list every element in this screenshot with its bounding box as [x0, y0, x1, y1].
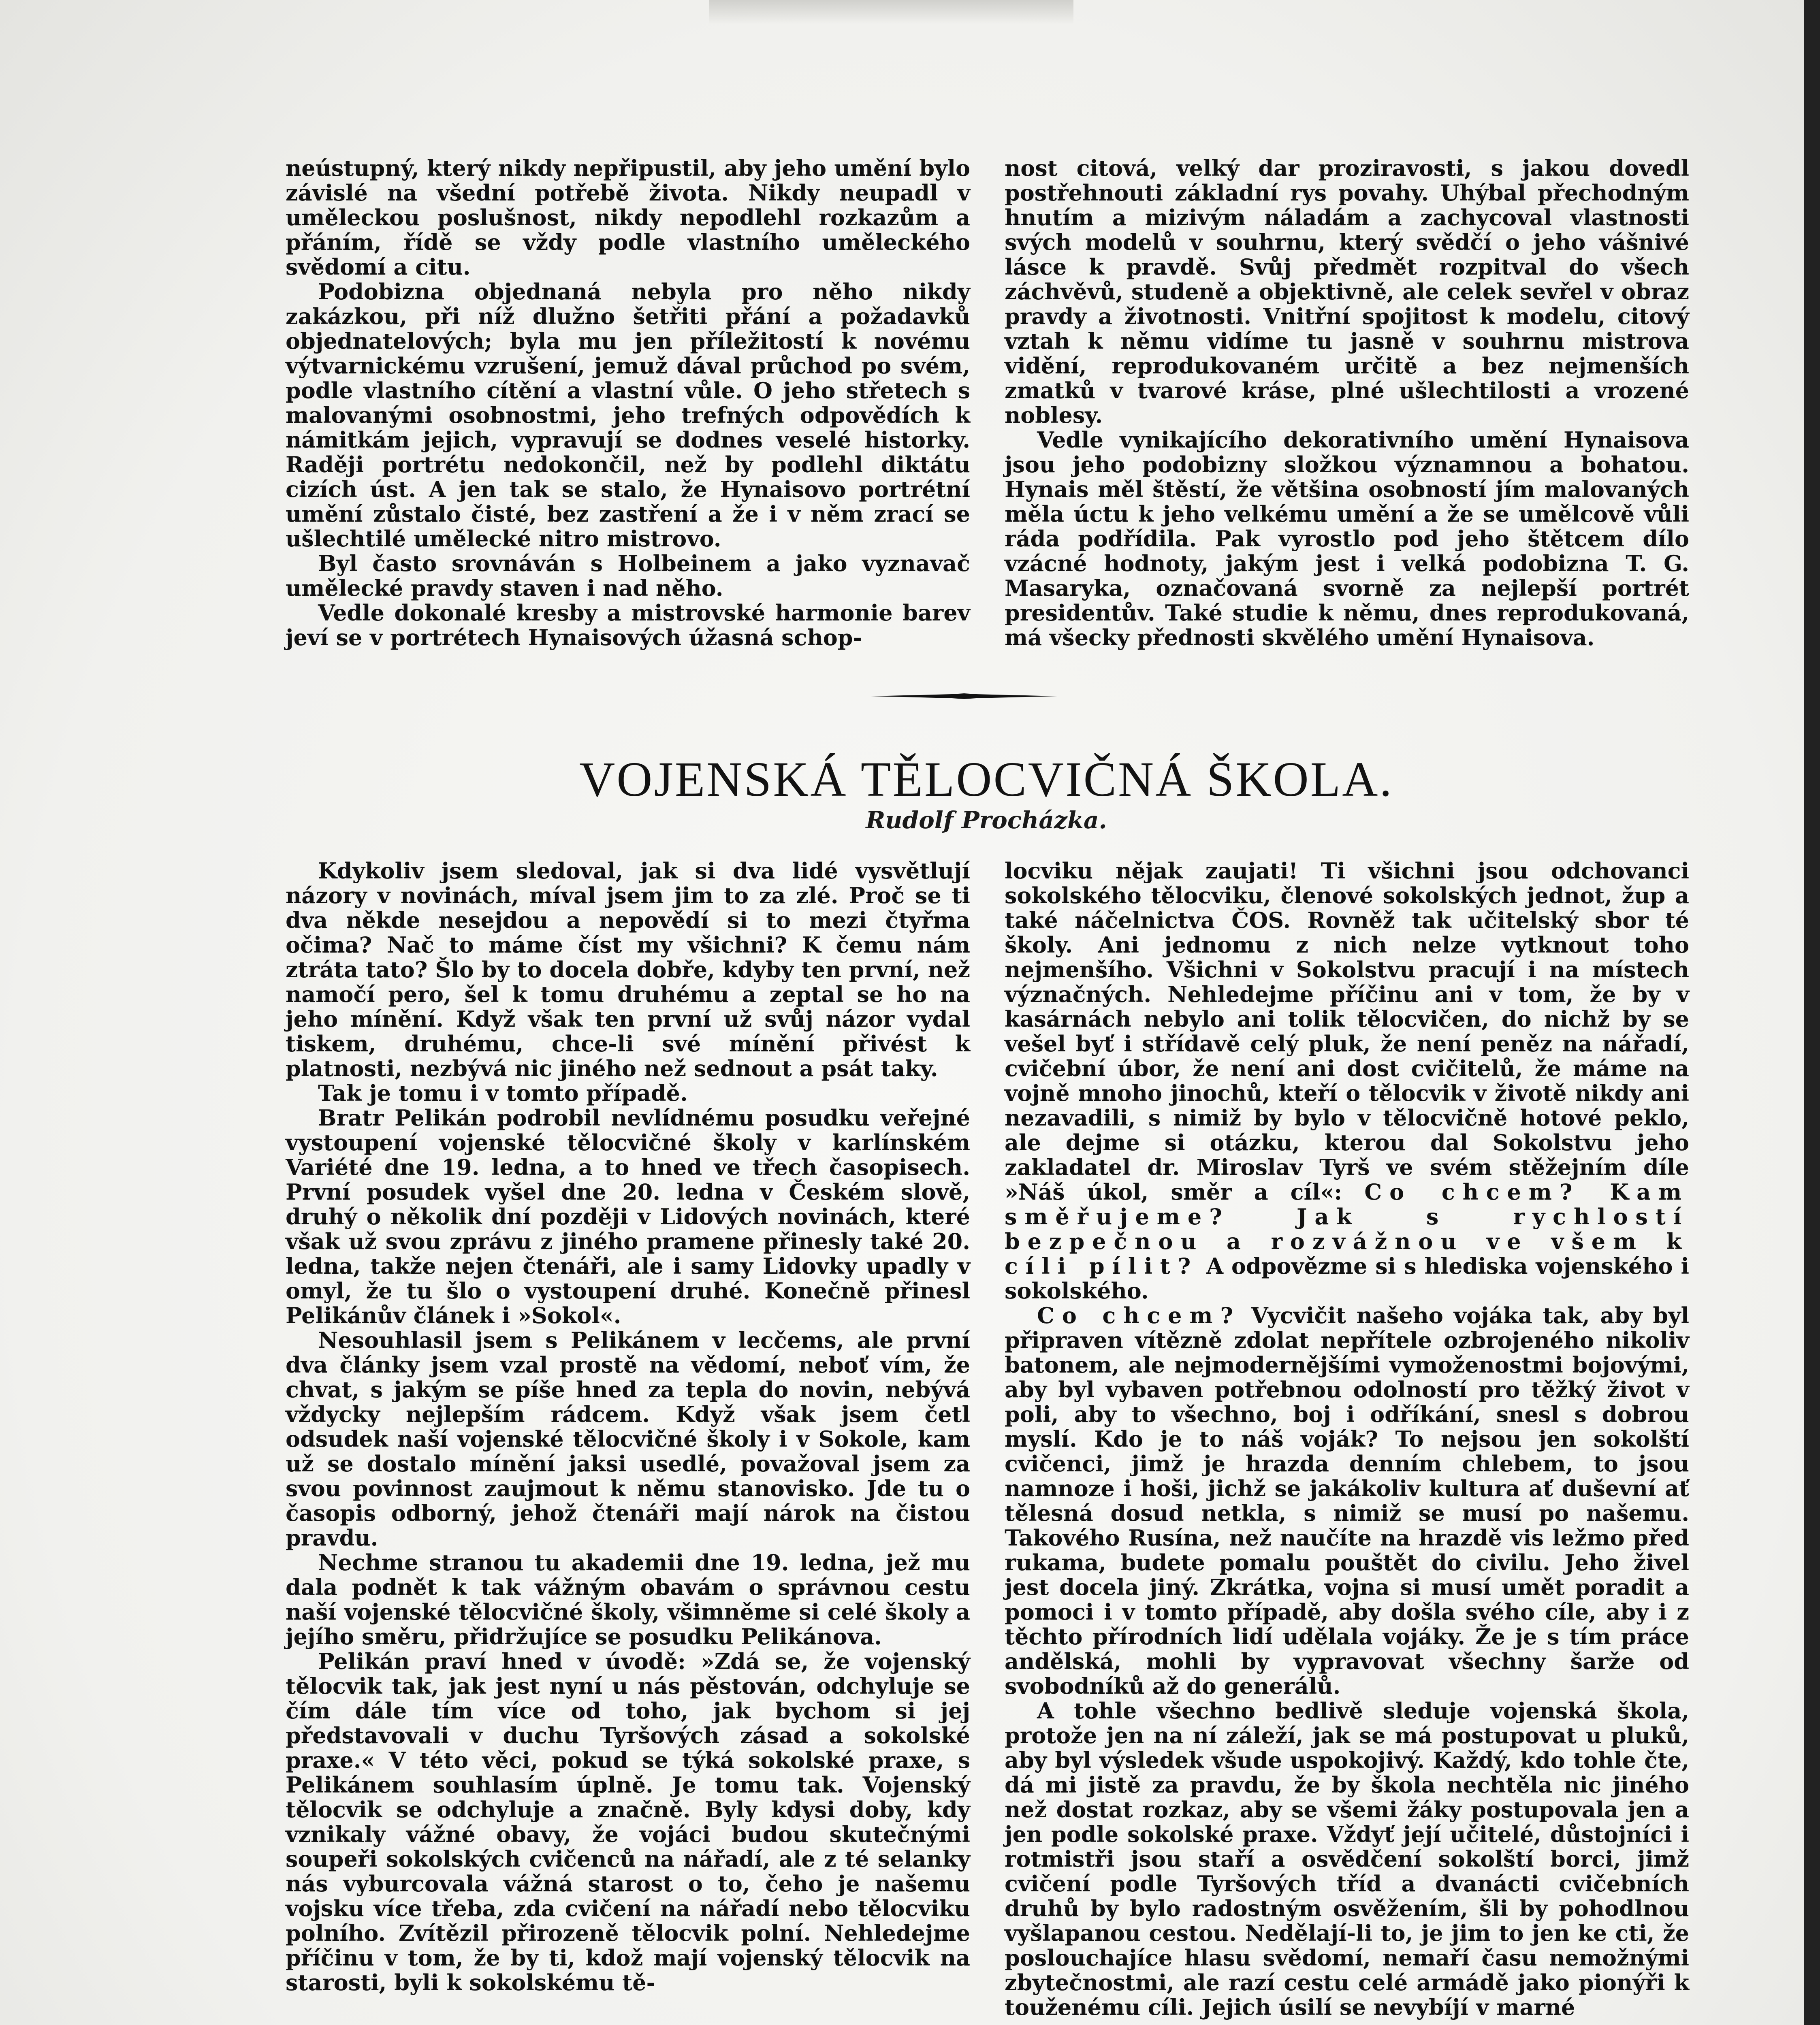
- paragraph-text: Vycvičit našeho vojáka tak, aby byl připraven vítězně zdolat nepřítele ozbrojeného nikoliv batonem, ale nejmodernějšími vymoženostmi bojovými, aby byl vybaven potřebnou odolností pro těžký život v poli, aby to všechno, boj i odříkání, snesl s dobrou myslí. Kdo je to náš voják? To nejsou jen sokolští cvičenci, jimž je hrazda denním chlebem, to jsou namnoze i hoši, jichž se jakákoliv kultura ať duševní ať tělesná dosud netkla, s nimiž se musí po našemu. Takového Rusína, než naučíte na hrazdě vis ležmo před rukama, budete pomalu pouštět do civilu. Jeho živel jest docela jiný. Zkrátka, vojna si musí umět poradit a pomoci i v tomto případě, aby došla svého cíle, aby i z těchto přírodních lidí udělala vojáky. Že je s tím práce andělská, mohli by vypravovat všechny šarže od svobodníků až do generálů.: [1005, 1302, 1689, 1699]
- top-left-column: [286, 156, 970, 650]
- paragraph: [1005, 859, 1689, 1303]
- paragraph: Vedle dokonalé kresby a mistrovské harmonie barev jeví se v portrétech Hynaisových úžasná schop-: [286, 600, 970, 650]
- co-chcem-heading: Co chcem?: [1037, 1302, 1241, 1328]
- page-edge-shadow: [1804, 0, 1820, 2025]
- paragraph: Vedle vynikajícího dekorativního umění Hynaisova jsou jeho podobizny složkou významnou a bohatou. Hynais měl štěstí, že většina osobností jím malovaných měla úctu k jeho velkému umění a že se umělcově vůli ráda podřídila. Pak vyrostlo pod jeho štětcem dílo vzácné hodnoty, jakým jest i velká podobizna T. G. Masaryka, označovaná svorně za nejlepší portrét presidentův. Také studie k němu, dnes reprodukovaná, má všecky přednosti skvělého umění Hynaisova.: [1005, 427, 1689, 650]
- article-left-column: [286, 859, 970, 1995]
- paragraph: Pelikán praví hned v úvodě: »Zdá se, že vojenský tělocvik tak, jak jest nyní u nás pěstován, odchyluje se čím dále tím více od toho, jak bychom si jej představovali v duchu Tyršových zásad a sokolské praxe.« V této věci, pokud se týká sokolské praxe, s Pelikánem souhlasím úplně. Je tomu tak. Vojenský tělocvik se odchyluje a značně. Byly kdysi doby, kdy vznikaly vážné obavy, že vojáci budou skutečnými soupeři sokolských cvičenců na nářadí, ale z té selanky nás vyburcovala vážná starost o to, čeho je našemu vojsku více třeba, zda cvičení na nářadí nebo tělocviku polního. Zvítězil přirozeně tělocvik polní. Nehledejme příčinu v tom, že by ti, kdož mají vojenský tělocvik na starosti, byli k sokolskému tě-: [286, 1648, 970, 1995]
- article-author: Rudolf Procházka.: [866, 806, 1107, 834]
- tyrs-quote: Co chcem? Kam směřujeme? Jak s rychlostí bezpečnou a rozvážnou ve všem k cíli pílit?: [1005, 1179, 1689, 1279]
- article-title: VOJENSKÁ TĚLOCVIČNÁ ŠKOLA.: [579, 752, 1393, 807]
- top-right-column: [1005, 156, 1689, 650]
- paragraph: neústupný, který nikdy nepřipustil, aby jeho umění bylo závislé na všední potřebě života. Nikdy neupadl v uměleckou poslušnost, nikdy nepodlehl rozkazům a přáním, řídě se vždy podle vlastního uměleckého svědomí a citu.: [286, 155, 970, 280]
- top-smudge: [709, 0, 1073, 24]
- paragraph: A tohle všechno bedlivě sleduje vojenská škola, protože jen na ní záleží, jak se má postupovat u pluků, aby byl výsledek všude uspokojivý. Každý, kdo tohle čte, dá mi jistě za pravdu, že by škola nechtěla nic jiného než dostat rozkaz, aby se všemi žáky postupovala jen a jen podle sokolské praxe. Vždyť její učitelé, důstojníci i rotmistři jsou staří a osvědčení sokolští borci, jimž cvičení podle Tyršových tříd a dvanácti cvičebních druhů by bylo radostným osvěžením, šli by pohodlnou vyšlapanou cestou. Nedělají-li to, je jim to jen ke cti, že poslouchajíce hlasu svědomí, nemaří času nemožnými zbytečnostmi, ale razí cestu celé armádě jako pionýři k touženému cíli. Jejich úsilí se nevybíjí v marné: [1005, 1698, 1689, 2020]
- section-divider: [871, 693, 1057, 700]
- paragraph: Nechme stranou tu akademii dne 19. ledna, jež mu dala podnět k tak vážným obavám o správnou cestu naší vojenské tělocvičné školy, všimněme si celé školy a jejího směru, přidržujíce se posudku Pelikánova.: [286, 1550, 970, 1650]
- paragraph: Podobizna objednaná nebyla pro něho nikdy zakázkou, při níž dlužno šetřiti přání a požadavků objednatelových; byla mu jen příležitostí k novému výtvarnickému vzrušení, jemuž dával průchod po svém, podle vlastního cítění a vlastní vůle. O jeho střetech s malovanými osobnostmi, jeho trefných odpovědích k námitkám jejich, vypravují se dodnes veselé historky. Raději portrétu nedokončil, než by podlehl diktátu cizích úst. A jen tak se stalo, že Hynaisovo portrétní umění zůstalo čisté, bez zastření a že i v něm zrací se ušlechtilé umělecké nitro mistrovo.: [286, 279, 970, 552]
- paragraph: Tak je tomu i v tomto případě.: [318, 1080, 688, 1106]
- paragraph: Nesouhlasil jsem s Pelikánem v lecčems, ale první dva články jsem vzal prostě na vědomí, neboť vím, že chvat, s jakým se píše hned za tepla do novin, nebývá vždycky nejlepším rádcem. Když však jsem četl odsudek naší vojenské tělocvičné školy i v Sokole, kam už se dostalo mínění jaksi usedlé, považoval jsem za svou povinnost zaujmout k němu stanovisko. Jde tu o časopis odborný, jehož čtenáři mají nárok na čistou pravdu.: [286, 1327, 970, 1551]
- article-right-column: [1005, 859, 1689, 2020]
- paragraph: Byl často srovnáván s Holbeinem a jako vyznavač umělecké pravdy staven i nad něho.: [286, 550, 970, 601]
- paragraph: Bratr Pelikán podrobil nevlídnému posudku veřejné vystoupení vojenské tělocvičné školy v karlínském Variété dne 19. ledna, a to hned ve třech časopisech. První posudek vyšel dne 20. ledna v Českém slově, druhý o několik dní později v Lidových novinách, které však už svou zprávu z jiného pramene přinesly také 20. ledna, takže nejen čtenáři, ale i samy Lidovky upadly v omyl, že tu šlo o vystoupení druhé. Konečně přinesl Pelikánův článek i »Sokol«.: [286, 1105, 970, 1328]
- paragraph: [1005, 1303, 1689, 1699]
- paragraph-text: locviku nějak zaujati! Ti všichni jsou odchovanci sokolského tělocviku, členové sokolských jednot, žup a také náčelnictva ČOS. Rovněž tak učitelský sbor té školy. Ani jednomu z nich nelze vytknout toho nejmenšího. Všichni v Sokolstvu pracují i na místech význačných. Nehledejme příčinu ani v tom, že by v kasárnách nebylo ani tolik tělocvičen, do nichž by se vešel byť i střídavě celý pluk, že není peněz na nářadí, cvičební úbor, že není ani dost cvičitelů, že máme na vojně mnoho jinochů, kteří o tělocvik v životě nikdy ani nezavadili, s nimiž by bylo v tělocvičně hotové peklo, ale dejme si otázku, kterou dal Sokolstvu jeho zakladatel dr. Miroslav Tyrš ve svém stěžejním díle »Náš úkol, směr a cíl«:: [1005, 858, 1689, 1205]
- paragraph: nost citová, velký dar proziravosti, s jakou dovedl postřehnouti základní rys povahy. Uhýbal přechodným hnutím a mizivým náladám a zachycoval vlastnosti svých modelů v souhrnu, který svědčí o jeho vášnivé lásce k pravdě. Svůj předmět rozpitval do všech záchvěvů, studeně a objektivně, ale celek sevřel v obraz pravdy a životnosti. Vnitřní spojitost k modelu, citový vztah k němu vidíme tu jasně v souhrnu mistrova vidění, reprodukovaném určitě a bez nejmenších zmatků v tvarové kráse, plné ušlechtilosti a vrozené noblesy.: [1005, 155, 1689, 428]
- paragraph-text: A odpovězme si s hlediska vojenského i sokolského.: [1005, 1253, 1689, 1304]
- paragraph: Kdykoliv jsem sledoval, jak si dva lidé vysvětlují názory v novinách, míval jsem jim to za zlé. Proč se ti dva někde nesejdou a nepovědí si to mezi čtyřma očima? Nač to máme číst my všichni? K čemu nám ztráta tato? Šlo by to docela dobře, kdyby ten první, než namočí pero, šel k tomu druhému a zeptal se ho na jeho mínění. Když však ten první už svůj názor vydal tiskem, druhému, chce-li své mínění přivést k platnosti, nezbývá nic jiného než sednout a psát taky.: [286, 858, 970, 1081]
